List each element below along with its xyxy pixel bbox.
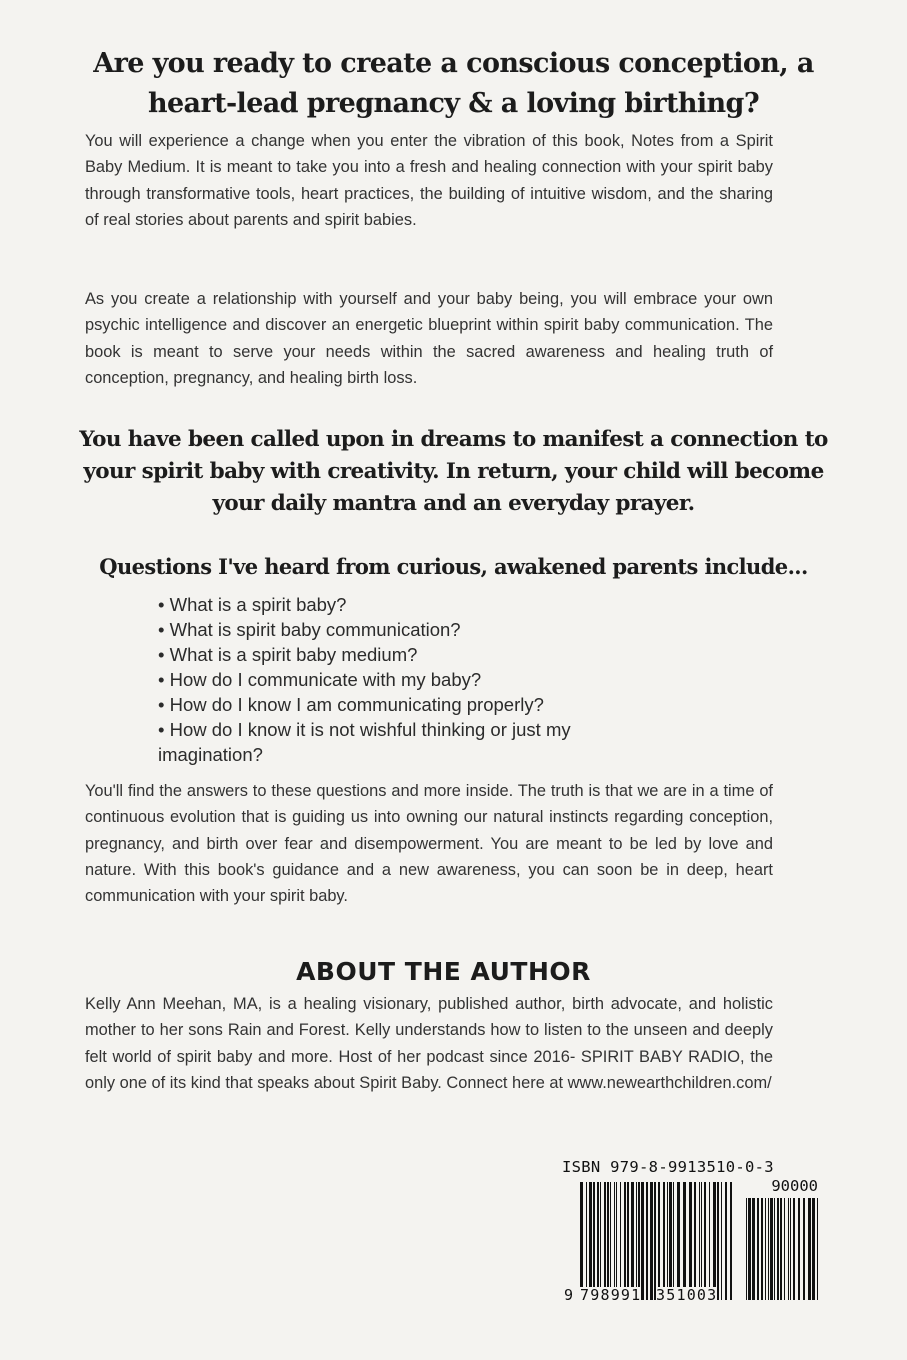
barcode-bar: [636, 1182, 637, 1300]
questions-list: [158, 592, 638, 767]
barcode-bar: [638, 1182, 640, 1300]
barcode-bar: [761, 1198, 763, 1300]
barcode-first-digit: 9: [564, 1286, 574, 1304]
barcode-right-digits: 351003: [656, 1286, 718, 1304]
barcode-bar: [748, 1198, 751, 1300]
barcode-bar: [673, 1182, 674, 1300]
barcode-bar: [765, 1198, 766, 1300]
barcode-bar: [631, 1182, 634, 1300]
barcode-bar: [593, 1182, 595, 1300]
question-item: • What is a spirit baby?: [158, 594, 347, 615]
barcode-bar: [650, 1182, 653, 1300]
barcode-bar: [725, 1182, 727, 1300]
barcode-bar: [790, 1198, 791, 1300]
barcode-bar: [616, 1182, 617, 1300]
barcode-bar: [641, 1182, 644, 1300]
barcode-bar: [812, 1198, 815, 1300]
barcode-bar: [610, 1182, 611, 1300]
barcode-bar: [654, 1182, 656, 1300]
barcode-bar: [770, 1198, 773, 1300]
headline: Are you ready to create a conscious conception, a heart-lead pregnancy & a loving birthing?: [93, 48, 814, 119]
barcode-bar: [808, 1198, 811, 1300]
barcode-bar: [646, 1182, 648, 1300]
barcode-bar: [730, 1182, 732, 1300]
question-item: • What is spirit baby communication?: [158, 619, 461, 640]
barcode-bar: [694, 1182, 696, 1300]
isbn-barcode: [562, 1158, 824, 1308]
barcode-bar: [709, 1182, 710, 1300]
barcode-bar: [600, 1182, 601, 1300]
barcode-bar: [803, 1198, 805, 1300]
question-item: • What is a spirit baby medium?: [158, 644, 418, 665]
questions-intro: Questions I've heard from curious, awakened parents include...: [99, 554, 808, 579]
description-paragraph-1: You will experience a change when you enter the vibration of this book, Notes from a Spirit Baby Medium. It is meant to take you into a fresh and healing connection with your spirit baby through transformative tools, heart practices, the building of intuitive wisdom, and the sharing of real stories about parents and spirit babies.: [85, 132, 773, 229]
barcode-bar: [717, 1182, 719, 1300]
barcode-bar: [817, 1198, 818, 1300]
question-item: • How do I know I am communicating properly?: [158, 694, 544, 715]
pull-quote: You have been called upon in dreams to manifest a connection to your spirit baby with creativity. In return, your child will become your daily mantra and an everyday prayer.: [79, 427, 828, 516]
barcode-bar: [589, 1182, 592, 1300]
barcode-bar: [777, 1198, 779, 1300]
barcode-bar: [721, 1182, 722, 1300]
barcode-bar: [586, 1182, 587, 1300]
barcode-bar: [784, 1198, 785, 1300]
barcode-bar: [604, 1182, 606, 1300]
about-author-heading: ABOUT THE AUTHOR: [296, 957, 591, 986]
barcode-bar: [798, 1198, 800, 1300]
barcode-bar: [704, 1182, 706, 1300]
barcode-bar: [580, 1182, 583, 1300]
barcode-bar: [597, 1182, 599, 1300]
barcode-bar: [752, 1198, 755, 1300]
barcode-bar: [624, 1182, 626, 1300]
barcode-bar: [620, 1182, 621, 1300]
barcode-bar: [793, 1198, 795, 1300]
isbn-label: ISBN 979-8-9913510-0-3: [562, 1158, 774, 1176]
barcode-bar: [669, 1182, 672, 1300]
barcode-bar: [607, 1182, 609, 1300]
barcode-bar: [683, 1182, 686, 1300]
barcode-bar: [746, 1198, 747, 1300]
barcode-left-digits: 798991: [580, 1286, 642, 1304]
author-bio: Kelly Ann Meehan, MA, is a healing visionary, published author, birth advocate, and holistic mother to her sons Rain and Forest. Kelly understands how to listen to the unseen and deeply felt world of spirit baby and more. Host of her podcast since 2016- SPIRIT BABY RADIO, the only one of its kind that speaks about Spirit Baby. Connect here at www.newearthchildren.com/: [85, 995, 773, 1092]
barcode-bar: [713, 1182, 716, 1300]
barcode-bar: [774, 1198, 775, 1300]
barcode-bar: [780, 1198, 782, 1300]
barcode-bar: [677, 1182, 680, 1300]
barcode-bar: [699, 1182, 700, 1300]
barcode-bar: [667, 1182, 668, 1300]
barcode-bar: [757, 1198, 759, 1300]
description-paragraph-2: As you create a relationship with yourself and your baby being, you will embrace your own psychic intelligence and discover an energetic blueprint within spirit baby communication. The book is meant to serve your needs within the sacred awareness and healing truth of conception, pregnancy, and healing birth loss.: [85, 290, 773, 387]
barcode-bar: [627, 1182, 629, 1300]
barcode-bar: [689, 1182, 692, 1300]
barcode-bar: [701, 1182, 702, 1300]
answers-paragraph: You'll find the answers to these questions and more inside. The truth is that we are in a time of continuous evolution that is guiding us into owning our natural instincts regarding conception, pregnancy, and birth over fear and disempowerment. You are meant to be led by love and nature. With this book's guidance and a new awareness, you can soon be in deep, heart communication with your spirit baby.: [85, 782, 773, 906]
barcode-bar: [788, 1198, 789, 1300]
question-item: • How do I know it is not wishful thinking or just my imagination?: [158, 719, 571, 765]
barcode-bar: [614, 1182, 615, 1300]
barcode-bar: [768, 1198, 769, 1300]
barcode-bar: [663, 1182, 665, 1300]
price-code: 90000: [771, 1177, 818, 1195]
question-item: • How do I communicate with my baby?: [158, 669, 482, 690]
barcode-bar: [658, 1182, 660, 1300]
